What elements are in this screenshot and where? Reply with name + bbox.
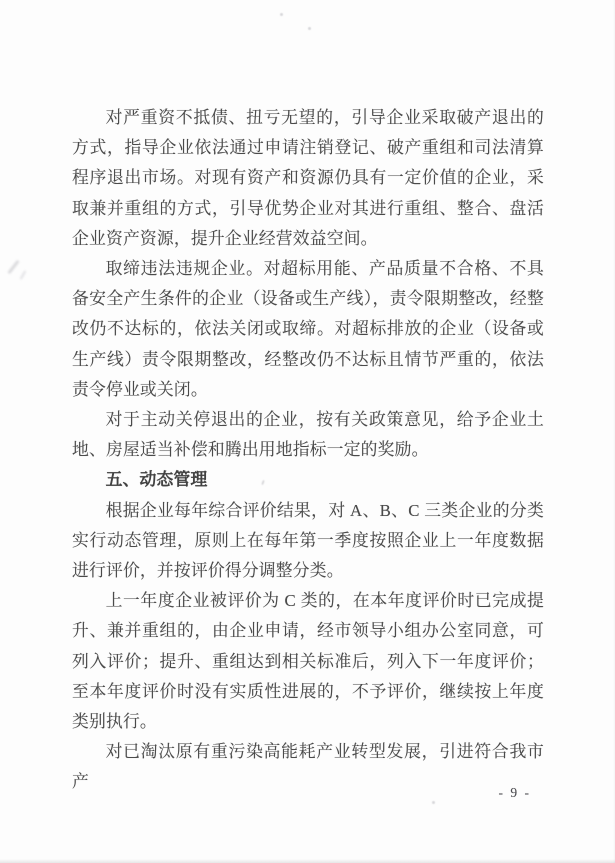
paragraph-annual-evaluation: 根据企业每年综合评价结果，对 A、B、C 三类企业的分类实行动态管理，原则上在每年第一季度按照企业上一年度数据进行评价，并按评价得分调整分类。 [72, 500, 544, 581]
paragraph-ban-illegal-enterprises: 取缔违法违规企业。对超标用能、产品质量不合格、不具备安全产生条件的企业（设备或生产线），责令限期整改，经整改仍不达标的，依法关闭或取缔。对超标排放的企业（设备或生产线）责令限期整改，经整改仍不达标且情节严重的，依法责令停业或关闭。 [72, 259, 544, 399]
scan-speck [280, 13, 283, 16]
scan-speck [308, 27, 311, 30]
scan-smudge [20, 270, 27, 280]
section-heading-dynamic-management: 五、动态管理 [105, 470, 208, 490]
scan-edge-shadow [0, 859, 615, 863]
paragraph-class-c-reevaluation: 上一年度企业被评价为 C 类的，在本年度评价时已完成提升、兼并重组的，由企业申请，经市领导小组办公室同意，可列入评价；提升、重组达到相关标准后，列入下一年度评价；至本年度评价时没有实质性进展的，不予评价，继续按上年度类别执行。 [72, 591, 544, 732]
paragraph-bankruptcy-exit: 对严重资不抵债、扭亏无望的，引导企业采取破产退出的方式，指导企业依法通过申请注销登记、破产重组和司法清算程序退出市场。对现有资产和资源仍具有一定价值的企业，采取兼并重组的方式，引导优势企业对其进行重组、整合、盘活企业资产资源，提升企业经营效益空间。 [72, 108, 544, 248]
scan-smudge [7, 260, 19, 274]
page-number: - 9 - [498, 785, 531, 800]
document-body [72, 103, 544, 798]
paragraph-voluntary-closure-reward: 对于主动关停退出的企业，按有关政策意见，给予企业土地、房屋适当补偿和腾出用地指标一定的奖励。 [72, 410, 544, 460]
scan-speck [432, 801, 435, 804]
paragraph-industry-transformation: 对已淘汰原有重污染高能耗产业转型发展，引进符合我市产 [72, 742, 544, 792]
